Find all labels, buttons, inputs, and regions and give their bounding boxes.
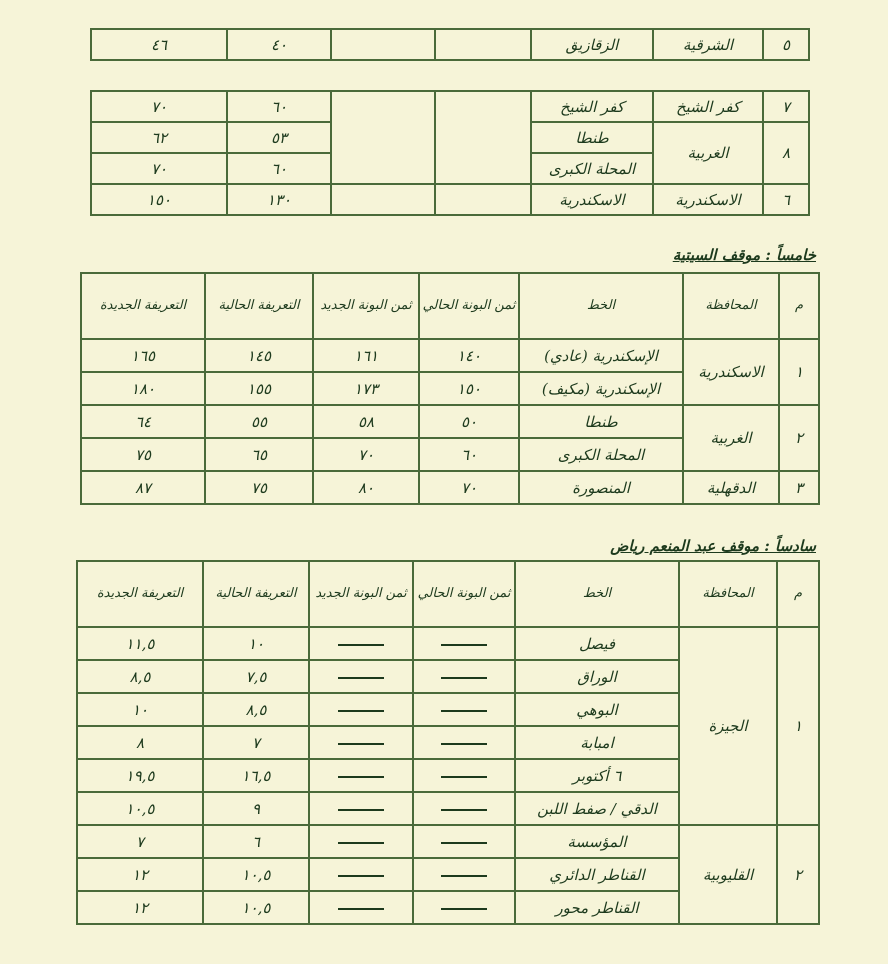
new-price-cell	[309, 660, 413, 693]
governorate-cell: الدقهلية	[683, 471, 779, 504]
new-price-cell	[309, 693, 413, 726]
row-number: ٣	[779, 471, 819, 504]
new-price-cell: ٧٠	[313, 438, 419, 471]
old-price-cell	[435, 184, 531, 215]
current-fare-cell: ٤٠	[227, 29, 331, 60]
new-fare-cell: ١٦٥	[81, 339, 205, 372]
new-price-cell: ٥٨	[313, 405, 419, 438]
line-cell: المحلة الكبرى	[519, 438, 683, 471]
table-row	[91, 91, 809, 122]
old-price-cell	[413, 858, 515, 891]
old-price-cell	[435, 91, 531, 184]
dash-mark	[338, 908, 384, 910]
dash-mark	[441, 743, 487, 745]
old-price-cell: ١٤٠	[419, 339, 519, 372]
row-number: ١	[777, 627, 819, 825]
row-number: ٥	[763, 29, 809, 60]
new-fare-cell: ١٠,٥	[77, 792, 203, 825]
dash-mark	[338, 710, 384, 712]
current-fare-cell: ٧,٥	[203, 660, 309, 693]
header-governorate: المحافظة	[679, 561, 777, 627]
dash-mark	[441, 842, 487, 844]
header-new-price: ثمن البونة الجديد	[309, 561, 413, 627]
new-fare-cell: ٤٦	[91, 29, 227, 60]
header-line: الخط	[519, 273, 683, 339]
old-price-cell	[413, 891, 515, 924]
line-cell: طنطا	[531, 122, 653, 153]
row-number: ٢	[779, 405, 819, 471]
new-price-cell	[309, 858, 413, 891]
current-fare-cell: ٥٥	[205, 405, 313, 438]
current-fare-cell: ٥٣	[227, 122, 331, 153]
line-cell: ٦ أكتوبر	[515, 759, 679, 792]
table-row	[81, 471, 819, 504]
row-number: ٨	[763, 122, 809, 184]
new-price-cell	[309, 792, 413, 825]
current-fare-cell: ١٥٥	[205, 372, 313, 405]
new-fare-cell: ١٠	[77, 693, 203, 726]
header-old-price: ثمن البونة الحالي	[419, 273, 519, 339]
new-fare-cell: ١١,٥	[77, 627, 203, 660]
governorate-cell: كفر الشيخ	[653, 91, 763, 122]
line-cell: المحلة الكبرى	[531, 153, 653, 184]
line-cell: الزقازيق	[531, 29, 653, 60]
new-price-cell	[309, 627, 413, 660]
header-row	[77, 561, 819, 627]
table-row	[91, 184, 809, 215]
table-row	[77, 627, 819, 660]
governorate-cell: الاسكندرية	[653, 184, 763, 215]
new-fare-cell: ٨	[77, 726, 203, 759]
old-price-cell: ٥٠	[419, 405, 519, 438]
dash-mark	[441, 710, 487, 712]
current-fare-cell: ١٠,٥	[203, 891, 309, 924]
line-cell: البوهي	[515, 693, 679, 726]
dash-mark	[338, 743, 384, 745]
line-cell: المنصورة	[519, 471, 683, 504]
old-price-cell	[413, 792, 515, 825]
old-price-cell	[413, 825, 515, 858]
new-fare-cell: ١٢	[77, 858, 203, 891]
current-fare-cell: ١٦,٥	[203, 759, 309, 792]
new-price-cell	[309, 726, 413, 759]
line-cell: القناطر الدائري	[515, 858, 679, 891]
header-num: م	[779, 273, 819, 339]
table-row	[81, 405, 819, 438]
fare-table-top	[90, 28, 810, 61]
header-new-price: ثمن البونة الجديد	[313, 273, 419, 339]
current-fare-cell: ١٠	[203, 627, 309, 660]
new-price-cell	[331, 184, 435, 215]
old-price-cell: ٦٠	[419, 438, 519, 471]
new-price-cell	[309, 891, 413, 924]
row-number: ٦	[763, 184, 809, 215]
new-fare-cell: ٦٢	[91, 122, 227, 153]
header-row	[81, 273, 819, 339]
old-price-cell: ٧٠	[419, 471, 519, 504]
line-cell: المؤسسة	[515, 825, 679, 858]
header-new-fare: التعريفة الجديدة	[81, 273, 205, 339]
section-heading-abdel-moneim-riad: سادساً : موقف عبد المنعم رياض	[610, 537, 816, 555]
governorate-cell: الاسكندرية	[683, 339, 779, 405]
new-fare-cell: ٧٥	[81, 438, 205, 471]
line-cell: القناطر محور	[515, 891, 679, 924]
new-price-cell	[331, 29, 435, 60]
old-price-cell	[413, 726, 515, 759]
new-price-cell: ١٧٣	[313, 372, 419, 405]
header-old-price: ثمن البونة الحالي	[413, 561, 515, 627]
current-fare-cell: ٦٠	[227, 91, 331, 122]
governorate-cell: الجيزة	[679, 627, 777, 825]
new-price-cell	[309, 825, 413, 858]
dash-mark	[441, 908, 487, 910]
header-current-fare: التعريفة الحالية	[203, 561, 309, 627]
new-fare-cell: ٨,٥	[77, 660, 203, 693]
line-cell: الدقي / صفط اللبن	[515, 792, 679, 825]
old-price-cell	[413, 759, 515, 792]
new-fare-cell: ١٥٠	[91, 184, 227, 215]
new-price-cell: ٨٠	[313, 471, 419, 504]
old-price-cell	[413, 660, 515, 693]
new-price-cell	[309, 759, 413, 792]
dash-mark	[338, 776, 384, 778]
governorate-cell: الغربية	[653, 122, 763, 184]
header-new-fare: التعريفة الجديدة	[77, 561, 203, 627]
old-price-cell	[413, 627, 515, 660]
table-row	[81, 339, 819, 372]
table-row	[91, 29, 809, 60]
current-fare-cell: ٦	[203, 825, 309, 858]
line-cell: الاسكندرية	[531, 184, 653, 215]
governorate-cell: الغربية	[683, 405, 779, 471]
dash-mark	[338, 875, 384, 877]
dash-mark	[338, 644, 384, 646]
table-row	[77, 825, 819, 858]
new-fare-cell: ٦٤	[81, 405, 205, 438]
line-cell: كفر الشيخ	[531, 91, 653, 122]
new-fare-cell: ٧٠	[91, 153, 227, 184]
row-number: ٢	[777, 825, 819, 924]
current-fare-cell: ١٤٥	[205, 339, 313, 372]
row-number: ٧	[763, 91, 809, 122]
dash-mark	[441, 644, 487, 646]
line-cell: الإسكندرية (عادي)	[519, 339, 683, 372]
current-fare-cell: ١٣٠	[227, 184, 331, 215]
governorate-cell: الشرقية	[653, 29, 763, 60]
new-fare-cell: ١٢	[77, 891, 203, 924]
new-price-cell	[331, 91, 435, 184]
line-cell: طنطا	[519, 405, 683, 438]
section-heading-sitteya: خامساً : موقف السيتية	[672, 246, 816, 264]
old-price-cell: ١٥٠	[419, 372, 519, 405]
dash-mark	[441, 677, 487, 679]
line-cell: الوراق	[515, 660, 679, 693]
current-fare-cell: ١٠,٥	[203, 858, 309, 891]
dash-mark	[338, 842, 384, 844]
new-fare-cell: ٧٠	[91, 91, 227, 122]
current-fare-cell: ٦٠	[227, 153, 331, 184]
header-line: الخط	[515, 561, 679, 627]
fare-table-sitteya	[80, 272, 820, 505]
dash-mark	[441, 776, 487, 778]
header-current-fare: التعريفة الحالية	[205, 273, 313, 339]
row-number: ١	[779, 339, 819, 405]
dash-mark	[441, 809, 487, 811]
current-fare-cell: ٧٥	[205, 471, 313, 504]
old-price-cell	[435, 29, 531, 60]
current-fare-cell: ٧	[203, 726, 309, 759]
dash-mark	[338, 809, 384, 811]
new-fare-cell: ١٨٠	[81, 372, 205, 405]
fare-table-middle	[90, 90, 810, 216]
current-fare-cell: ٨,٥	[203, 693, 309, 726]
line-cell: امبابة	[515, 726, 679, 759]
governorate-cell: القليوبية	[679, 825, 777, 924]
line-cell: الإسكندرية (مكيف)	[519, 372, 683, 405]
line-cell: فيصل	[515, 627, 679, 660]
new-fare-cell: ٧	[77, 825, 203, 858]
header-governorate: المحافظة	[683, 273, 779, 339]
current-fare-cell: ٩	[203, 792, 309, 825]
current-fare-cell: ٦٥	[205, 438, 313, 471]
new-fare-cell: ٨٧	[81, 471, 205, 504]
new-price-cell: ١٦١	[313, 339, 419, 372]
fare-table-abdel-moneim-riad	[76, 560, 820, 925]
dash-mark	[338, 677, 384, 679]
old-price-cell	[413, 693, 515, 726]
new-fare-cell: ١٩,٥	[77, 759, 203, 792]
header-num: م	[777, 561, 819, 627]
dash-mark	[441, 875, 487, 877]
